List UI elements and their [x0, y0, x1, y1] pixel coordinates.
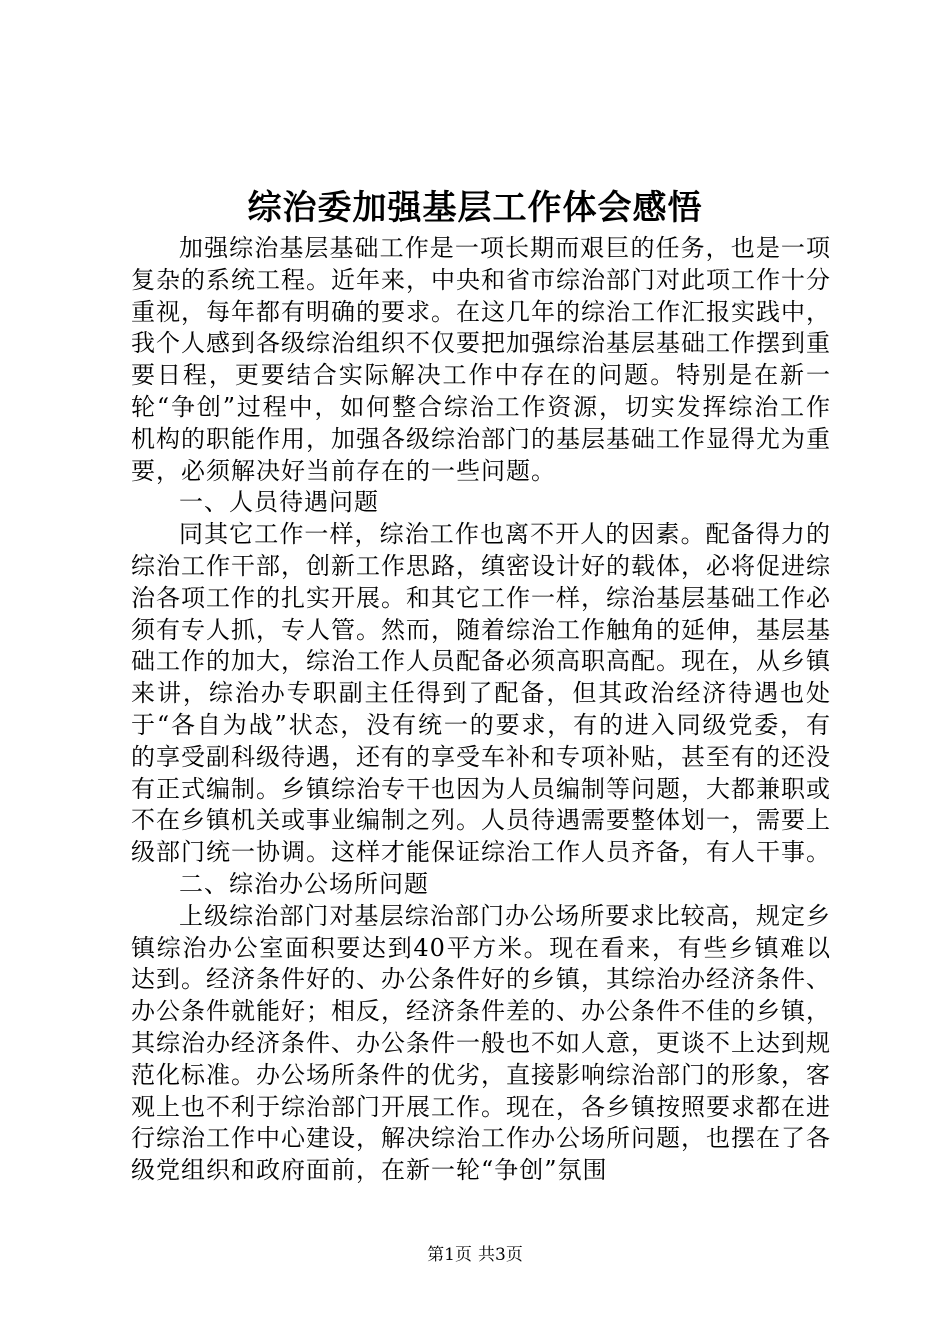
- section-heading-office: 二、综治办公场所问题: [179, 869, 429, 898]
- page-footer: [0, 1243, 950, 1267]
- document-body: [131, 233, 831, 1187]
- personnel-paragraph: 同其它工作一样，综治工作也离不开人的因素。配备得力的综治工作干部，创新工作思路，缜密设计好的载体，必将促进综治各项工作的扎实开展。和其它工作一样，综治基层基础工作必须有专人抓，专人管。然而，随着综治工作触角的延伸，基层基础工作的加大，综治工作人员配备必须高职高配。现在，从乡镇来讲，综治办专职副主任得到了配备，但其政治经济待遇也处于“各自为战”状态，没有统一的要求，有的进入同级党委，有的享受副科级待遇，还有的享受车补和专项补贴，甚至有的还没有正式编制。乡镇综治专干也因为人员编制等问题，大都兼职或不在乡镇机关或事业编制之列。人员待遇需要整体划一，需要上级部门统一协调。这样才能保证综治工作人员齐备，有人干事。: [131, 520, 831, 867]
- section-heading-personnel: 一、人员待遇问题: [179, 488, 379, 517]
- intro-paragraph: 加强综治基层基础工作是一项长期而艰巨的任务，也是一项复杂的系统工程。近年来，中央和省市综治部门对此项工作十分重视，每年都有明确的要求。在这几年的综治工作汇报实践中，我个人感到各级综治组织不仅要把加强综治基层基础工作摆到重要日程，更要结合实际解决工作中存在的问题。特别是在新一轮“争创”过程中，如何整合综治工作资源，切实发挥综治工作机构的职能作用，加强各级综治部门的基层基础工作显得尤为重要，必须解决好当前存在的一些问题。: [131, 234, 831, 485]
- document-title: 综治委加强基层工作体会感悟: [247, 188, 703, 228]
- page-number: 第1页: [427, 1245, 472, 1265]
- office-paragraph: 上级综治部门对基层综治部门办公场所要求比较高，规定乡镇综治办公室面积要达到40平方米。现在看来，有些乡镇难以达到。经济条件好的、办公条件好的乡镇，其综治办经济条件、办公条件就能好；相反，经济条件差的、办公条件不佳的乡镇，其综治办经济条件、办公条件一般也不如人意，更谈不上达到规范化标准。办公场所条件的优劣，直接影响综治部门的形象，客观上也不利于综治部门开展工作。现在，各乡镇按照要求都在进行综治工作中心建设，解决综治工作办公场所问题，也摆在了各级党组织和政府面前，在新一轮“争创”氛围: [131, 901, 831, 1185]
- page-total: 共3页: [478, 1245, 523, 1265]
